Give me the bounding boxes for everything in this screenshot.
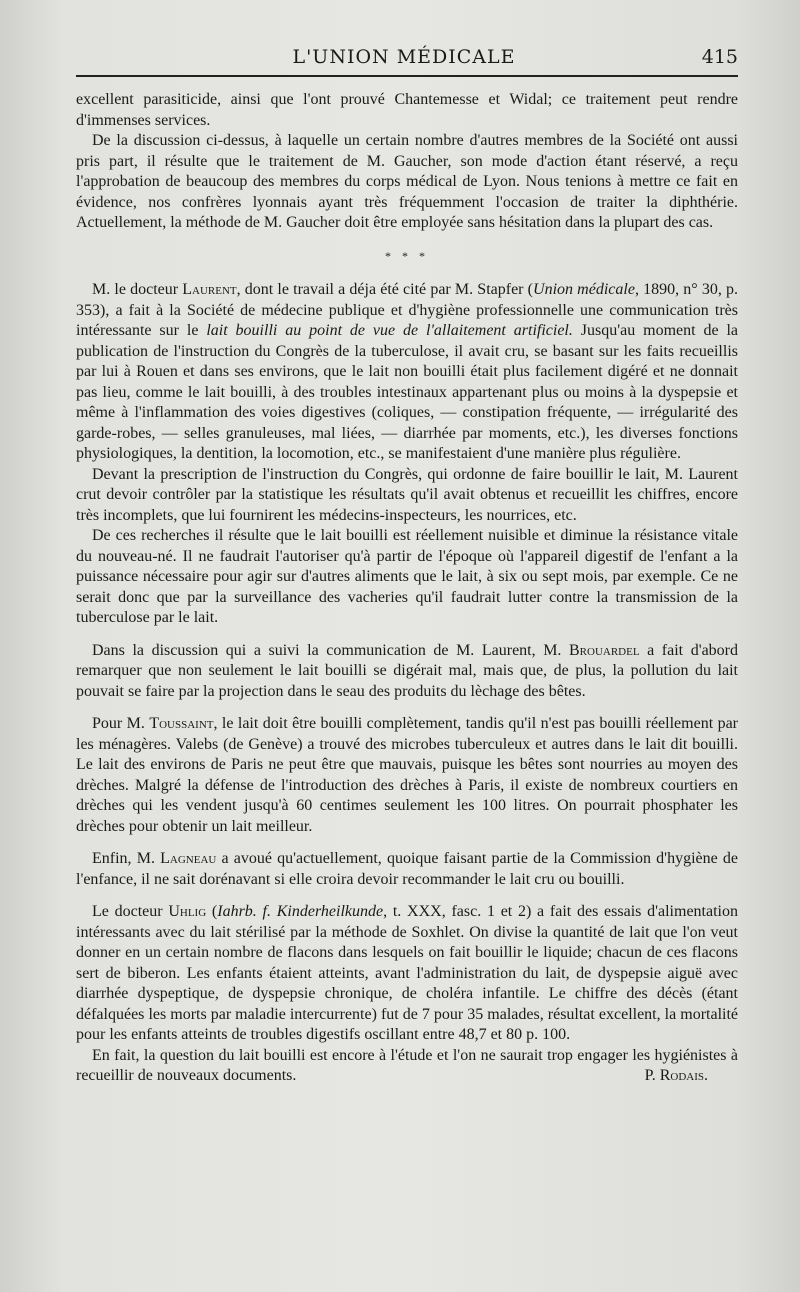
- author-name: Brouardel: [569, 641, 640, 659]
- paragraph-2: De la discussion ci-dessus, à laquelle un certain nombre d'autres membres de la Société ont aussi pris part, il résulte que le traitement de M. Gaucher, son mode d'action étant réservé, a reçu l'approbation de beaucoup des membres du corps médical de Lyon. Nous tenions à mettre ce fait en évidence, nos confrères lyonnais ayant très fréquemment l'occasion de traiter la diphthérie. Actuellement, la méthode de M. Gaucher doit être employée sans hésitation dans la plupart des cas.: [76, 132, 738, 231]
- signature: P. Rodais.: [644, 1067, 708, 1084]
- paragraph-7: Pour M. Toussaint, le lait doit être bouilli complètement, tandis qu'il n'est pas bouilli réellement par les ménagères. Valebs (de Genève) a trouvé des microbes tuberculeux et autres dans le lait dit bouilli. Le lait des environs de Paris ne peut être que mauvais, puisque les bêtes sont nourries au moyen des drèches. Malgré la défense de l'introduction des drèches à Paris, il existe de nombreux courtiers en drèches qui les vendent jusqu'à 60 centimes seulement les 100 litres. On pourrait phosphater les drèches pour obtenir un lait meilleur.: [76, 715, 739, 835]
- page-header: [70, 44, 738, 74]
- author-name: Toussaint: [149, 715, 214, 732]
- paragraph-9: Le docteur Uhlig (Iahrb. f. Kinderheilkunde, t. XXX, fasc. 1 et 2) a fait des essais d'alimentation intéressants avec du lait stérilisé par la méthode de Soxhlet. On divise la quantité de lait que l'on veut donner en un certain nombre de flacons dans lesquels on fait bouillir le liquide; chacun de ces flacons sert de biberon. Les enfants étaient atteints, avant l'administration du lait, de dyspepsie aiguë avec diarrhée dyspeptique, de dyspepsie chronique, de choléra infantile. Le chiffre des décès (étant défalquées les morts par maladie intercurrente) fut de 7 pour 35 malades, résultat excellent, la mortalité pour les enfants atteints de troubles digestifs oscillant entre 48,7 et 80 p. 100.: [76, 903, 738, 1043]
- author-name: Uhlig: [168, 903, 207, 920]
- page-number: 415: [701, 46, 738, 68]
- section-separator: * * *: [385, 248, 429, 263]
- paragraph-3: M. le docteur Laurent, dont le travail a déja été cité par M. Stapfer (Union médicale, 1890, n° 30, p. 353), a fait à la Société de médecine publique et d'hygiène professionnelle une communication très intéressante sur le lait bouilli au point de vue de l'allaitement artificiel. Jusqu'au moment de la publication de l'instruction du Congrès de la tuberculose, il avait cru, se basant sur les faits recueillis par lui à Rouen et dans ses environs, que le lait non bouilli était plus facilement digéré et ne donnait pas lieu, comme le lait bouilli, à des troubles intestinaux appartenant plus ou moins à la dyspepsie et même à l'inflammation des voies digestives (coliques, — constipation fréquente, — irrégularité des garde-robes, — selles granuleuses, mal liées, — diarrhée par moments, etc.), les diverses fonctions physiologiques, la dentition, la locomotion, etc., se manifestaient d'une manière plus régulière.: [76, 281, 739, 462]
- author-name: Laurent: [182, 281, 237, 298]
- paragraph-5: De ces recherches il résulte que le lait bouilli est réellement nuisible et diminue la résistance vitale du nouveau-né. Il ne faudrait l'autoriser qu'à partir de l'époque où l'appareil digestif de l'enfant a la puissance nécessaire pour agir sur d'autres aliments que le lait, à six ou sept mois, par exemple. Ce ne serait donc que par la surveillance des vacheries qu'il faudrait lutter contre la transmission de la tuberculose par le lait.: [76, 527, 738, 626]
- header-rule: [76, 75, 738, 77]
- paragraph-1: excellent parasiticide, ainsi que l'ont prouvé Chantemesse et Widal; ce traitement peut rendre d'immenses services.: [76, 91, 738, 129]
- paragraph-4: Devant la prescription de l'instruction du Congrès, qui ordonne de faire bouillir le lait, M. Laurent crut devoir contrôler par la statistique les résultats qu'il avait obtenus et recueillit les chiffres, encore très incomplets, que lui fournirent les médecins-inspecteurs, les nourrices, etc.: [76, 465, 738, 524]
- paragraph-6: Dans la discussion qui a suivi la communication de M. Laurent, M. Brouardel a fait d'abord remarquer que non seulement le lait bouilli se digérait mal, mais que, de plus, la pollution du lait pouvait se faire par la projection dans le seau des produits du lèchage des bêtes.: [76, 641, 739, 700]
- paragraph-10: En fait, la question du lait bouilli est encore à l'étude et l'on ne saurait trop engager les hygiénistes à recueillir de nouveaux documents. P. Rodais.: [76, 1046, 738, 1087]
- author-name: Lagneau: [160, 850, 217, 867]
- running-title: L'UNION MÉDICALE: [292, 46, 516, 68]
- paragraph-8: Enfin, M. Lagneau a avoué qu'actuellement, quoique faisant partie de la Commission d'hygiène de l'enfance, il ne sait dorénavant si elle croira devoir recommander le lait cru ou bouilli.: [76, 850, 738, 888]
- article-body: [76, 90, 738, 1087]
